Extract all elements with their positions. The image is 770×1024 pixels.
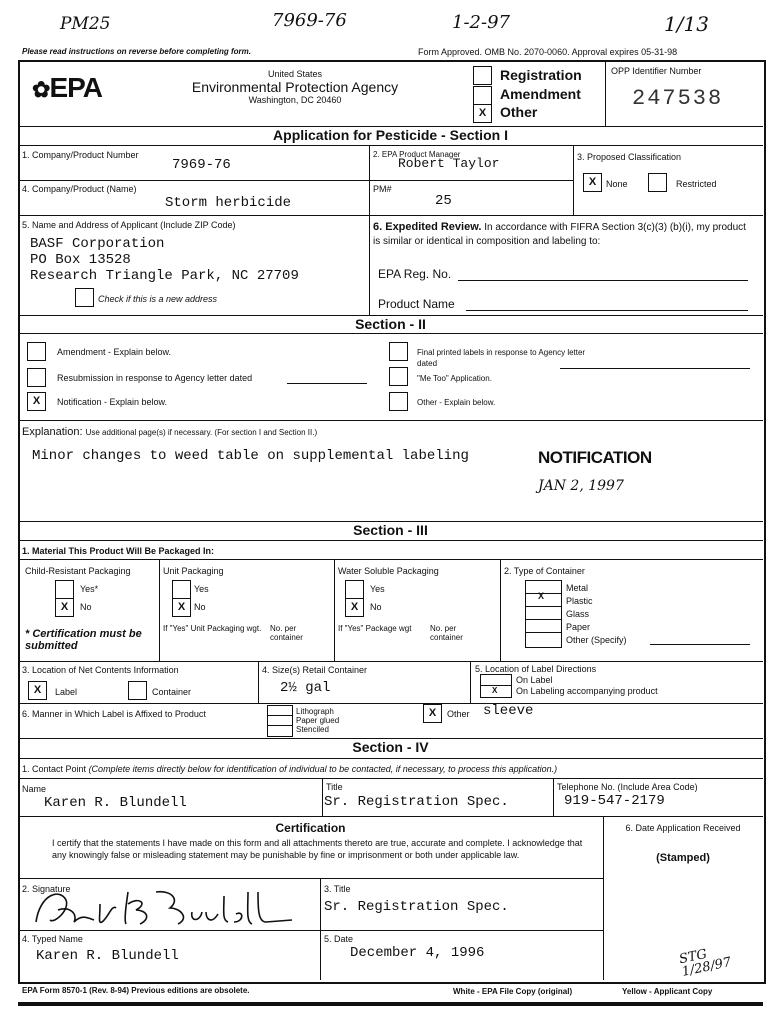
epa-logo-flower-icon: ✿ xyxy=(32,77,50,102)
registration-checkbox[interactable] xyxy=(473,66,492,85)
crp-yes-label: Yes* xyxy=(80,584,99,594)
none-checkbox[interactable]: X xyxy=(583,173,602,192)
company-product-name-value[interactable]: Storm herbicide xyxy=(165,195,292,211)
opp-identifier-label: OPP Identifier Number xyxy=(611,66,702,76)
container-type-label: 2. Type of Container xyxy=(504,566,585,576)
explanation-label: Explanation: xyxy=(22,426,83,438)
yellow-copy-note: Yellow - Applicant Copy xyxy=(622,987,713,996)
typed-name-label: 4. Typed Name xyxy=(22,934,83,944)
applicant-label: 5. Name and Address of Applicant (Include ZIP Code) xyxy=(22,220,236,230)
net-container-checkbox[interactable] xyxy=(128,681,147,700)
applicant-line3[interactable]: Research Triangle Park, NC 27709 xyxy=(30,268,299,284)
plastic-label: Plastic xyxy=(566,596,593,606)
resubmission-label: Resubmission in response to Agency letter dated xyxy=(57,373,253,383)
resubmission-date-field[interactable] xyxy=(287,383,367,384)
wsp-yes-checkbox[interactable] xyxy=(345,580,364,599)
product-manager-label: 2. EPA Product Manager xyxy=(373,150,461,159)
agency-name: Environmental Protection Agency xyxy=(191,79,399,95)
unit-yes-label: Yes xyxy=(194,584,209,594)
signature-image xyxy=(30,884,300,935)
net-label-option: Label xyxy=(55,687,78,697)
date-received-label: 6. Date Application Received xyxy=(625,823,741,833)
registration-label: Registration xyxy=(500,67,582,83)
epa-reg-field[interactable] xyxy=(458,280,748,281)
company-product-number-label: 1. Company/Product Number xyxy=(22,150,139,160)
lithograph-label: Lithograph xyxy=(296,707,334,716)
net-container-option: Container xyxy=(152,687,192,697)
amendment-explain-label: Amendment - Explain below. xyxy=(57,347,172,357)
contact-title-value[interactable]: Sr. Registration Spec. xyxy=(324,794,509,810)
form-approval-note: Form Approved. OMB No. 2070-0060. Approval expires 05-31-98 xyxy=(418,47,678,57)
amendment-checkbox[interactable] xyxy=(473,86,492,105)
none-label: None xyxy=(606,179,628,189)
wsp-no-checkbox[interactable]: X xyxy=(345,598,364,617)
telephone-label: Telephone No. (Include Area Code) xyxy=(557,782,698,792)
expedited-review-title: 6. Expedited Review. xyxy=(373,221,482,233)
unit-no-label: No xyxy=(194,602,206,612)
other-specify-label: Other (Specify) xyxy=(566,635,627,645)
unit-yes-checkbox[interactable] xyxy=(172,580,191,599)
notification-stamp-date: JAN 2, 1997 xyxy=(538,478,624,494)
me-too-checkbox[interactable] xyxy=(389,367,408,386)
water-soluble-label: Water Soluble Packaging xyxy=(338,566,439,576)
amendment-explain-checkbox[interactable] xyxy=(27,342,46,361)
stenciled-label: Stenciled xyxy=(296,725,329,734)
pm-number-label: PM# xyxy=(373,184,392,194)
handwritten-pm-note: PM25 xyxy=(60,14,111,34)
pm-number-value[interactable]: 25 xyxy=(435,193,452,209)
on-labeling-mark[interactable]: X xyxy=(492,686,498,695)
product-name-field[interactable] xyxy=(466,310,748,311)
paper-glued-label: Paper glued xyxy=(296,716,340,725)
epa-reg-label: EPA Reg. No. xyxy=(378,267,452,281)
contact-point-label: 1. Contact Point xyxy=(22,764,87,774)
company-product-number-value[interactable]: 7969-76 xyxy=(172,157,231,173)
me-too-label: "Me Too" Application. xyxy=(417,374,492,383)
resubmission-checkbox[interactable] xyxy=(27,368,46,387)
footer-rule xyxy=(18,1002,763,1006)
crp-yes-checkbox[interactable] xyxy=(55,580,74,599)
agency-line1: United States xyxy=(267,69,323,79)
child-resistant-label: Child-Resistant Packaging xyxy=(25,566,131,576)
section-4-title: Section - IV xyxy=(352,739,429,755)
product-manager-value[interactable]: Robert Taylor xyxy=(398,156,500,171)
other-type-checkbox[interactable]: X xyxy=(473,104,492,123)
title3-value[interactable]: Sr. Registration Spec. xyxy=(324,899,509,915)
contact-name-label: Name xyxy=(22,784,47,794)
new-address-checkbox[interactable] xyxy=(75,288,94,307)
glass-label: Glass xyxy=(566,609,590,619)
notification-checkbox[interactable]: X xyxy=(27,392,46,411)
section-2-title: Section - II xyxy=(355,316,426,332)
wsp-no-label: No xyxy=(370,602,382,612)
opp-identifier-value: 247538 xyxy=(632,86,724,111)
unit-if-yes-label: If "Yes" Unit Packaging wgt. xyxy=(163,624,262,633)
explanation-hint: Use additional page(s) if necessary. (For section I and Section II.) xyxy=(85,428,318,437)
manner-affixed-label: 6. Manner in Which Label is Affixed to Product xyxy=(22,709,206,719)
product-name-label: Product Name xyxy=(378,297,455,311)
telephone-value[interactable]: 919-547-2179 xyxy=(564,793,665,809)
manner-boxes xyxy=(267,705,293,737)
company-product-name-label: 4. Company/Product (Name) xyxy=(22,184,137,194)
proposed-classification-label: 3. Proposed Classification xyxy=(577,152,682,162)
notification-label: Notification - Explain below. xyxy=(57,397,168,407)
title3-label: 3. Title xyxy=(324,884,351,894)
crp-no-label: No xyxy=(80,602,92,612)
white-copy-note: White - EPA File Copy (original) xyxy=(453,987,573,996)
amendment-label: Amendment xyxy=(500,86,581,102)
explanation-text[interactable]: Minor changes to weed table on supplemental labeling xyxy=(32,448,469,464)
metal-label: Metal xyxy=(566,583,589,593)
paper-label: Paper xyxy=(566,622,591,632)
certification-note: * Certification must be submitted xyxy=(25,628,142,652)
manner-other-value[interactable]: sleeve xyxy=(483,703,534,719)
instructions-note: Please read instructions on reverse before completing form. xyxy=(22,47,251,56)
epa-logo: ✿EPA xyxy=(32,72,102,103)
plastic-mark[interactable]: X xyxy=(538,591,545,601)
typed-name-value[interactable]: Karen R. Blundell xyxy=(36,948,179,964)
manner-other-label: Other xyxy=(447,709,470,719)
certification-title: Certification xyxy=(275,821,346,835)
form-number: EPA Form 8570-1 (Rev. 8-94) Previous editions are obsolete. xyxy=(22,986,250,995)
other-explain-checkbox[interactable] xyxy=(389,392,408,411)
wsp-no-per-container-label: No. per container xyxy=(430,624,463,642)
restricted-checkbox[interactable] xyxy=(648,173,667,192)
new-address-label: Check if this is a new address xyxy=(98,294,218,304)
handwritten-reg-note: 7969-76 xyxy=(272,10,347,31)
label-directions-label: 5. Location of Label Directions xyxy=(475,664,597,674)
section-3-title: Section - III xyxy=(353,522,428,538)
handwritten-date-note: 1-2-97 xyxy=(452,12,510,33)
unit-no-per-container-label: No. per container xyxy=(270,624,303,642)
stamped-label: (Stamped) xyxy=(656,852,710,864)
retail-size-value[interactable]: 2½ gal xyxy=(280,680,331,696)
wsp-if-yes-label: If "Yes" Package wgt xyxy=(338,624,412,633)
net-label-checkbox[interactable]: X xyxy=(28,681,47,700)
packaged-in-label: 1. Material This Product Will Be Packaged In: xyxy=(22,546,214,556)
expedited-review-text: In accordance with FIFRA Section 3(c)(3) (b)(i), my product is similar or identical in composition and labeling to: xyxy=(373,222,746,247)
final-printed-label: Final printed labels in response to Agency letter dated xyxy=(417,348,586,368)
agency-address: Washington, DC 20460 xyxy=(248,95,342,105)
final-printed-date-field[interactable] xyxy=(560,368,750,369)
signature-label: 2. Signature xyxy=(22,884,71,894)
other-type-label: Other xyxy=(500,104,538,120)
net-contents-label: 3. Location of Net Contents Information xyxy=(22,665,179,675)
notification-stamp: NOTIFICATION xyxy=(538,448,652,467)
other-specify-field[interactable] xyxy=(650,644,750,645)
date-label: 5. Date xyxy=(324,934,354,944)
unit-no-checkbox[interactable]: X xyxy=(172,598,191,617)
crp-no-checkbox[interactable]: X xyxy=(55,598,74,617)
unit-packaging-label: Unit Packaging xyxy=(163,566,224,576)
contact-title-label: Title xyxy=(326,782,343,792)
applicant-line1[interactable]: BASF Corporation xyxy=(30,236,165,252)
on-label-option: On Label xyxy=(516,675,553,685)
certification-text: I certify that the statements I have made on this form and all attachments thereto are true, accurate and complete. I acknowledge that any knowingly false or misleading statement may be punishable by fine or imprisonment or both under applicable law. xyxy=(52,838,583,860)
contact-name-value[interactable]: Karen R. Blundell xyxy=(44,795,187,811)
manner-other-checkbox[interactable]: X xyxy=(423,704,442,723)
retail-size-label: 4. Size(s) Retail Container xyxy=(262,665,368,675)
wsp-yes-label: Yes xyxy=(370,584,385,594)
handwritten-page-fraction: 1/13 xyxy=(664,12,709,36)
received-note: STG 1/28/97 xyxy=(677,946,733,980)
section-1-title: Application for Pesticide - Section I xyxy=(273,127,508,143)
other-explain-label: Other - Explain below. xyxy=(417,398,496,407)
on-labeling-option: On Labeling accompanying product xyxy=(516,686,658,696)
contact-point-hint: (Complete items directly below for identification of individual to be contacted, if necessary, to process this application.) xyxy=(88,764,558,774)
date-value[interactable]: December 4, 1996 xyxy=(350,945,485,961)
applicant-line2[interactable]: PO Box 13528 xyxy=(30,252,131,268)
final-printed-checkbox[interactable] xyxy=(389,342,408,361)
restricted-label: Restricted xyxy=(676,179,717,189)
